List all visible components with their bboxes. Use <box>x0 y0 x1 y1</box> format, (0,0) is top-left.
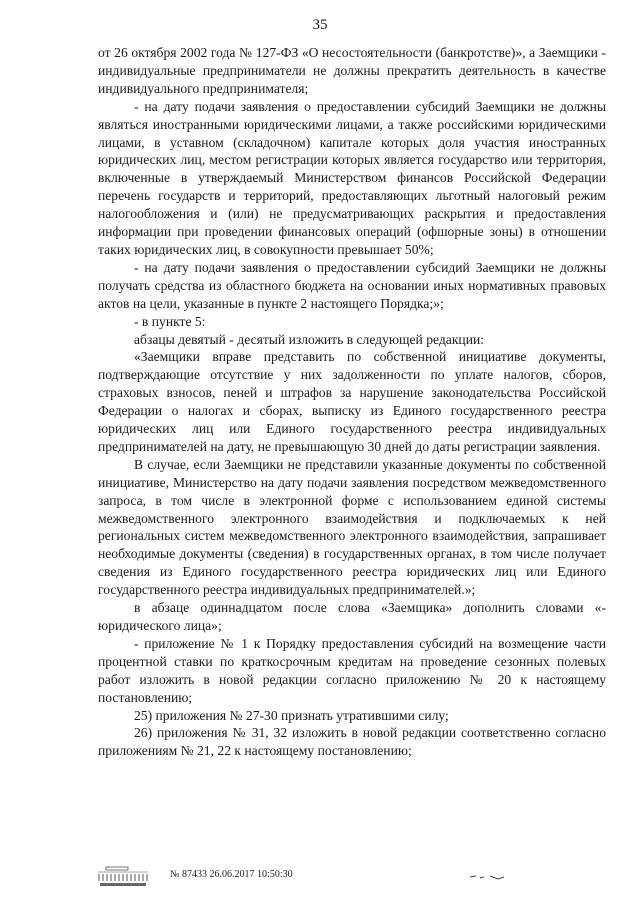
paragraph-1: от 26 октября 2002 года № 127-ФЗ «О несостоятельности (банкротстве)», а Заемщики - индивидуальные предприниматели не должны прекратить деятельность в качестве индивидуального предпринимателя; <box>98 45 606 96</box>
paragraph-7: В случае, если Заемщики не представили указанные документы по собственной инициативе, Министерство на дату подачи заявления посредством межведомственного запроса, в том числе в электронной форме с использованием единой системы межведомственного электронного взаимодействия и подключаемых к ней региональных систем межведомственного электронного взаимодействия, запрашивает необходимые документы (сведения) в государственных органах, в том числе получает сведения из Единого государственного реестра юридических лиц или Единого государственного реестра индивидуальных предпринимателей.»; <box>98 456 606 598</box>
page-number: 35 <box>312 17 328 33</box>
paragraph-8: в абзаце одиннадцатом после слова «Заемщика» дополнить словами «- юридического лица»; <box>98 600 606 633</box>
paragraph-3: - на дату подачи заявления о предоставлении субсидий Заемщики не должны получать средства из областного бюджета на основании иных нормативных правовых актов на цели, указанные в пункте 2 настоящего Порядка;»; <box>98 259 606 311</box>
document-body <box>98 44 606 760</box>
document-stamp: № 87433 26.06.2017 10:50:30 <box>170 869 293 880</box>
paragraph-10: 25) приложения № 27-30 признать утратившими силу; <box>134 707 449 723</box>
paragraph-11: 26) приложения № 31, 32 изложить в новой редакции соответственно согласно приложениям № 21, 22 к настоящему постановлению; <box>98 725 606 759</box>
scan-mark-icon <box>468 871 508 883</box>
footer <box>98 866 606 890</box>
paragraph-9: - приложение № 1 к Порядку предоставления субсидий на возмещение части процентной ставки по краткосрочным кредитам на проведение сезонных полевых работ изложить в новой редакции согласно приложению № 20 к настоящему постановлению; <box>98 635 606 705</box>
paragraph-6: «Заемщики вправе представить по собственной инициативе документы, подтверждающие отсутствие у них задолженности по уплате налогов, сборов, страховых взносов, пеней и штрафов за нарушение законодательства Российской Федерации о налогах и сборах, выписку из Единого государственного реестра юридических лиц или Единого государственного реестра индивидуальных предпринимателей на дату, не превышающую 30 дней до даты регистрации заявления. <box>98 349 606 454</box>
paragraph-2: - на дату подачи заявления о предоставлении субсидий Заемщики не должны являться иностранными юридическими лицами, а также российскими юридическими лицами, в уставном (складочном) капитале которых доля участия иностранных юридических лиц, местом регистрации которых является государство или территория, включенные в утверждаемый Министерством финансов Российской Федерации перечень государств и территорий, предоставляющих льготный налоговый режим налогообложения и (или) не предусматривающих раскрытия и предоставления информации при проведении финансовых операций (офшорные зоны) в отношении таких юридических лиц, в совокупности превышает 50%; <box>98 98 606 257</box>
paragraph-4: - в пункте 5: <box>134 313 206 329</box>
printer-logo-icon <box>98 866 148 888</box>
paragraph-5: абзацы девятый - десятый изложить в следующей редакции: <box>134 331 485 347</box>
